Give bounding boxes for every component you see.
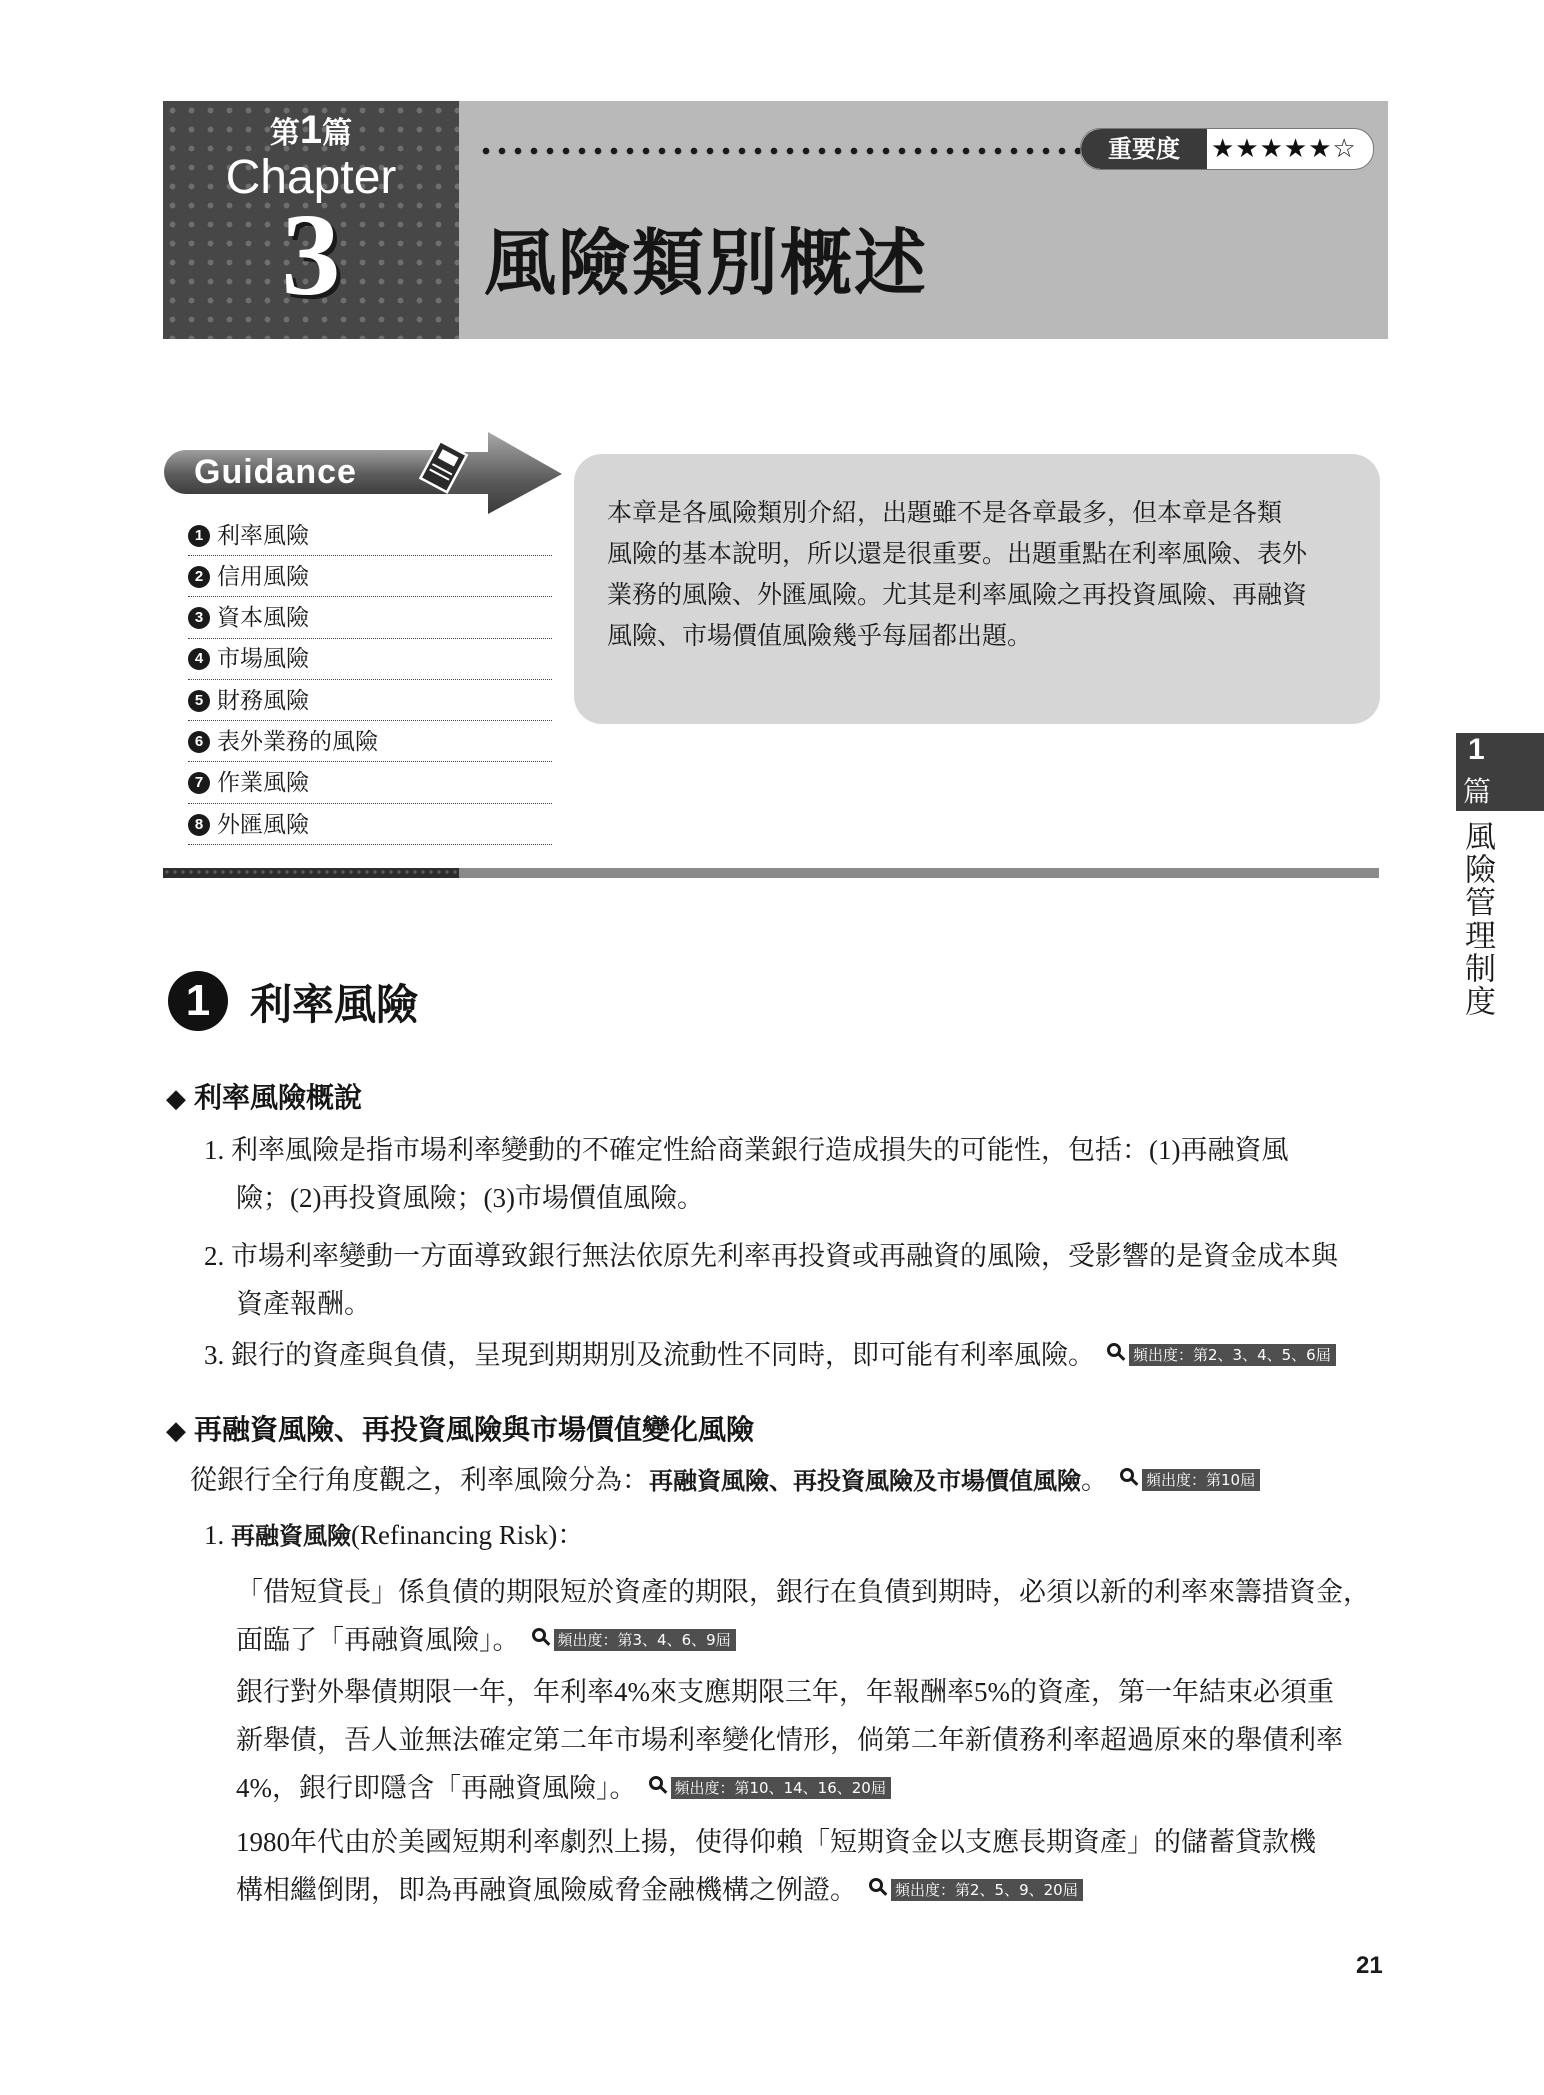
guidance-item-label: 利率風險 [217,522,309,549]
intro-line: 本章是各風險類別介紹，出題雖不是各章最多，但本章是各類 [607,498,1283,527]
importance-badge [1080,128,1374,170]
guidance-item-label: 財務風險 [217,687,309,714]
number-bullet: 4 [188,648,210,670]
guidance-item [188,640,552,680]
paragraph: 1. 再融資風險(Refinancing Risk)： [204,1520,585,1550]
side-tab-number: 1 [1468,733,1485,766]
guidance-item-label: 市場風險 [217,646,309,673]
number-bullet: 1 [188,525,210,547]
chapter-title: 風險類別概述 [484,221,929,305]
number-bullet: 2 [188,566,210,588]
diamond-icon: ◆ [166,1084,186,1114]
guidance-item [188,681,552,721]
subheading: ◆ 利率風險概說 [166,1081,363,1114]
chapter-number: 3 [281,189,341,320]
paragraph: 銀行對外舉債期限一年，年利率4%來支應期限三年，年報酬率5%的資產，第一年結束必須重 新舉債，吾人並無法確定第二年市場利率變化情形，倘第二年新債務利率超過原來的舉債利率 4%，銀行即隱含「再融資風險」。 頻出度：第10、14、16、20屆 [236,1677,1343,1803]
number-bullet: 6 [188,731,210,753]
guidance-item [188,557,552,597]
magnifier-icon [1107,1343,1121,1357]
importance-label: 重要度 [1081,129,1207,169]
magnifier-icon [532,1628,546,1642]
book-icon [414,440,474,496]
chapter-word: Chapter [225,151,397,204]
intro-line: 風險、市場價值風險幾乎每屆都出題。 [607,621,1033,650]
guidance-item-label: 資本風險 [217,605,309,632]
paragraph: 1. 利率風險是指市場利率變動的不確定性給商業銀行造成損失的可能性，包括：(1)再融資風 險；(2)再投資風險；(3)市場價值風險。 [204,1135,1289,1213]
paragraph: 3. 銀行的資產與負債，呈現到期期別及流動性不同時，即可能有利率風險。 頻出度：第2、3、4、5、6屆 [204,1331,1384,1379]
guidance-item [188,764,552,804]
guidance-item [188,516,552,556]
guidance-item-label: 表外業務的風險 [217,728,378,755]
dotted-rule [478,147,1088,155]
guidance-item [188,805,552,845]
section-number: 1 [168,971,228,1031]
frequency-badge: 頻出度：第2、3、4、5、6屆 [1129,1344,1336,1366]
intro-text [607,492,1357,656]
diamond-icon: ◆ [166,1416,186,1446]
guidance-label: Guidance [194,453,357,491]
part-label: 第1篇 [269,108,353,152]
number-bullet: 7 [188,772,210,794]
section-divider-dark [163,868,459,878]
magnifier-icon [649,1776,663,1790]
guidance-item-label: 作業風險 [217,770,309,797]
guidance-item-label: 外匯風險 [217,811,309,838]
side-tab-label: 篇 [1463,775,1492,808]
magnifier-icon [869,1878,883,1892]
paragraph: 2. 市場利率變動一方面導致銀行無法依原先利率再投資或再融資的風險，受影響的是資金成本與 資產報酬。 [204,1241,1338,1319]
intro-line: 業務的風險、外匯風險。尤其是利率風險之再投資風險、再融資 [607,580,1308,609]
paragraph: 從銀行全行角度觀之，利率風險分為：再融資風險、再投資風險及市場價值風險。 頻出度：第10屆 [190,1456,1390,1505]
guidance-item [188,599,552,639]
importance-stars: ★★★★★☆ [1211,134,1357,164]
frequency-badge: 頻出度：第10、14、16、20屆 [671,1777,891,1799]
number-bullet: 5 [188,690,210,712]
subheading: ◆ 再融資風險、再投資風險與市場價值變化風險 [166,1413,755,1446]
page-number: 21 [1356,1952,1383,1979]
magnifier-icon [1120,1468,1134,1482]
section-divider-light [459,868,1379,878]
paragraph: 「借短貸長」係負債的期限短於資產的期限，銀行在負債到期時，必須以新的利率來籌措資金， 面臨了「再融資風險」。 頻出度：第3、4、6、9屆 [236,1577,1370,1655]
number-bullet: 3 [188,607,210,629]
guidance-list [188,516,552,846]
frequency-badge: 頻出度：第2、5、9、20屆 [891,1879,1083,1901]
guidance-item-label: 信用風險 [217,563,309,590]
guidance-item [188,722,552,762]
number-bullet: 8 [188,814,210,836]
section-title: 利率風險 [250,980,419,1029]
paragraph: 1980年代由於美國短期利率劇烈上揚，使得仰賴「短期資金以支應長期資產」的儲蓄貸款機 構相繼倒閉，即為再融資風險威脅金融機構之例證。 頻出度：第2、5、9、20屆 [236,1827,1316,1905]
frequency-badge: 頻出度：第3、4、6、9屆 [554,1629,736,1651]
intro-line: 風險的基本說明，所以還是很重要。出題重點在利率風險、表外 [607,539,1308,568]
side-vertical-title: 風險管理制度 [1459,820,1495,1018]
frequency-badge: 頻出度：第10屆 [1142,1469,1260,1491]
